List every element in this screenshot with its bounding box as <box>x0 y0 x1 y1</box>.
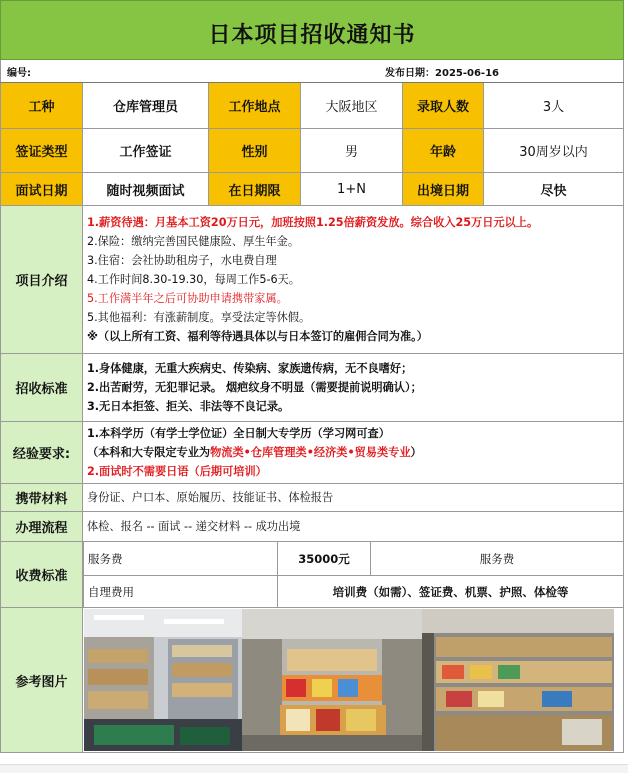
experience-line-3: 2.面试时不需要日语（后期可培训） <box>87 465 267 478</box>
criteria-label: 招收标准 <box>0 354 83 421</box>
photos-label: 参考图片 <box>0 608 83 752</box>
gender-label: 性别 <box>209 129 301 172</box>
service-fee-amount: 35000元 <box>278 542 371 575</box>
fees-table <box>83 542 624 607</box>
intro-line-3: 3.住宿：会社协助租房子，水电费自理 <box>87 254 277 267</box>
fees-row <box>0 542 624 608</box>
experience-label: 经验要求: <box>0 422 83 483</box>
project-intro-label: 项目介绍 <box>0 206 83 353</box>
departure-date-label: 出境日期 <box>403 173 484 205</box>
experience-majors: 物流类•仓库管理类•经济类•贸易类专业 <box>210 446 411 459</box>
experience-line-2 <box>87 443 422 462</box>
criteria-row <box>0 354 624 422</box>
headcount-label: 录取人数 <box>403 83 484 128</box>
intro-line-6: 5.其他福利：有涨薪制度。享受法定等休假。 <box>87 311 311 324</box>
self-fee-label: 自理费用 <box>83 576 278 607</box>
info-row-2 <box>0 129 624 173</box>
experience-line-2-suffix: ） <box>410 446 422 459</box>
intro-line-7: ※（以上所有工资、福利等待遇具体以与日本签订的雇佣合同为准。） <box>87 330 428 343</box>
number-label: 编号: <box>7 67 31 79</box>
warehouse-photo-1 <box>84 609 242 751</box>
departure-date-value: 尽快 <box>484 173 624 205</box>
materials-label: 携带材料 <box>0 484 83 511</box>
interview-date-label: 面试日期 <box>0 173 83 205</box>
info-row-1 <box>0 83 624 129</box>
work-location-label: 工作地点 <box>209 83 301 128</box>
work-location-value: 大阪地区 <box>301 83 403 128</box>
project-intro-content <box>83 206 624 353</box>
self-fee-row <box>83 576 624 607</box>
process-label: 办理流程 <box>0 512 83 541</box>
publish-date: 发布日期：2025-06-16 <box>385 67 499 79</box>
interview-date-value: 随时视频面试 <box>83 173 209 205</box>
experience-line-2-prefix: （本科和大专限定专业为 <box>87 446 211 459</box>
visa-type-label: 签证类型 <box>0 129 83 172</box>
headcount-value: 3人 <box>484 83 624 128</box>
page-title: 日本项目招收通知书 <box>0 0 624 60</box>
fees-label: 收费标准 <box>0 542 83 607</box>
age-value: 30周岁以内 <box>484 129 624 172</box>
experience-line-1: 1.本科学历（有学士学位证）全日制大专学历（学习网可查） <box>87 427 390 440</box>
intro-line-1: 1.薪资待遇：月基本工资20万日元，加班按照1.25倍薪资发放。综合收入25万日元以上。 <box>87 216 539 229</box>
info-grid <box>0 82 624 753</box>
process-row <box>0 512 624 542</box>
job-type-value: 仓库管理员 <box>83 83 209 128</box>
experience-row <box>0 422 624 484</box>
materials-row <box>0 484 624 512</box>
job-type-label: 工种 <box>0 83 83 128</box>
criteria-line-3: 3.无日本拒签、拒关、非法等不良记录。 <box>87 400 290 413</box>
criteria-line-2: 2.出苦耐劳，无犯罪记录。 烟疤纹身不明显（需要提前说明确认）； <box>87 381 422 394</box>
stay-period-label: 在日期限 <box>209 173 301 205</box>
experience-content <box>83 422 624 483</box>
intro-line-5: 5.工作满半年之后可协助申请携带家属。 <box>87 292 288 305</box>
service-fee-label: 服务费 <box>83 542 278 575</box>
service-fee-row <box>83 542 624 576</box>
warehouse-photo-2 <box>242 609 422 751</box>
stay-period-value: 1+N <box>301 173 403 205</box>
materials-value: 身份证、户口本、原始履历、技能证书、体检报告 <box>83 484 624 511</box>
criteria-content <box>83 354 624 421</box>
visa-type-value: 工作签证 <box>83 129 209 172</box>
photo-strip <box>84 609 614 751</box>
self-fee-items: 培训费（如需）、签证费、机票、护照、体检等 <box>278 576 624 607</box>
photos-container <box>83 608 624 752</box>
meta-row <box>0 60 624 82</box>
criteria-line-1: 1.身体健康，无重大疾病史、传染病、家族遗传病，无不良嗜好； <box>87 362 413 375</box>
warehouse-photo-3 <box>422 609 614 751</box>
project-intro-row <box>0 206 624 354</box>
service-fee-label-2: 服务费 <box>371 542 624 575</box>
intro-line-4: 4.工作时间8.30-19.30，每周工作5-6天。 <box>87 273 300 286</box>
gender-value: 男 <box>301 129 403 172</box>
process-value: 体检、报名 -- 面试 -- 递交材料 -- 成功出境 <box>83 512 624 541</box>
photos-row <box>0 608 624 753</box>
info-row-3 <box>0 173 624 206</box>
age-label: 年龄 <box>403 129 484 172</box>
intro-line-2: 2.保险：缴纳完善国民健康险、厚生年金。 <box>87 235 300 248</box>
